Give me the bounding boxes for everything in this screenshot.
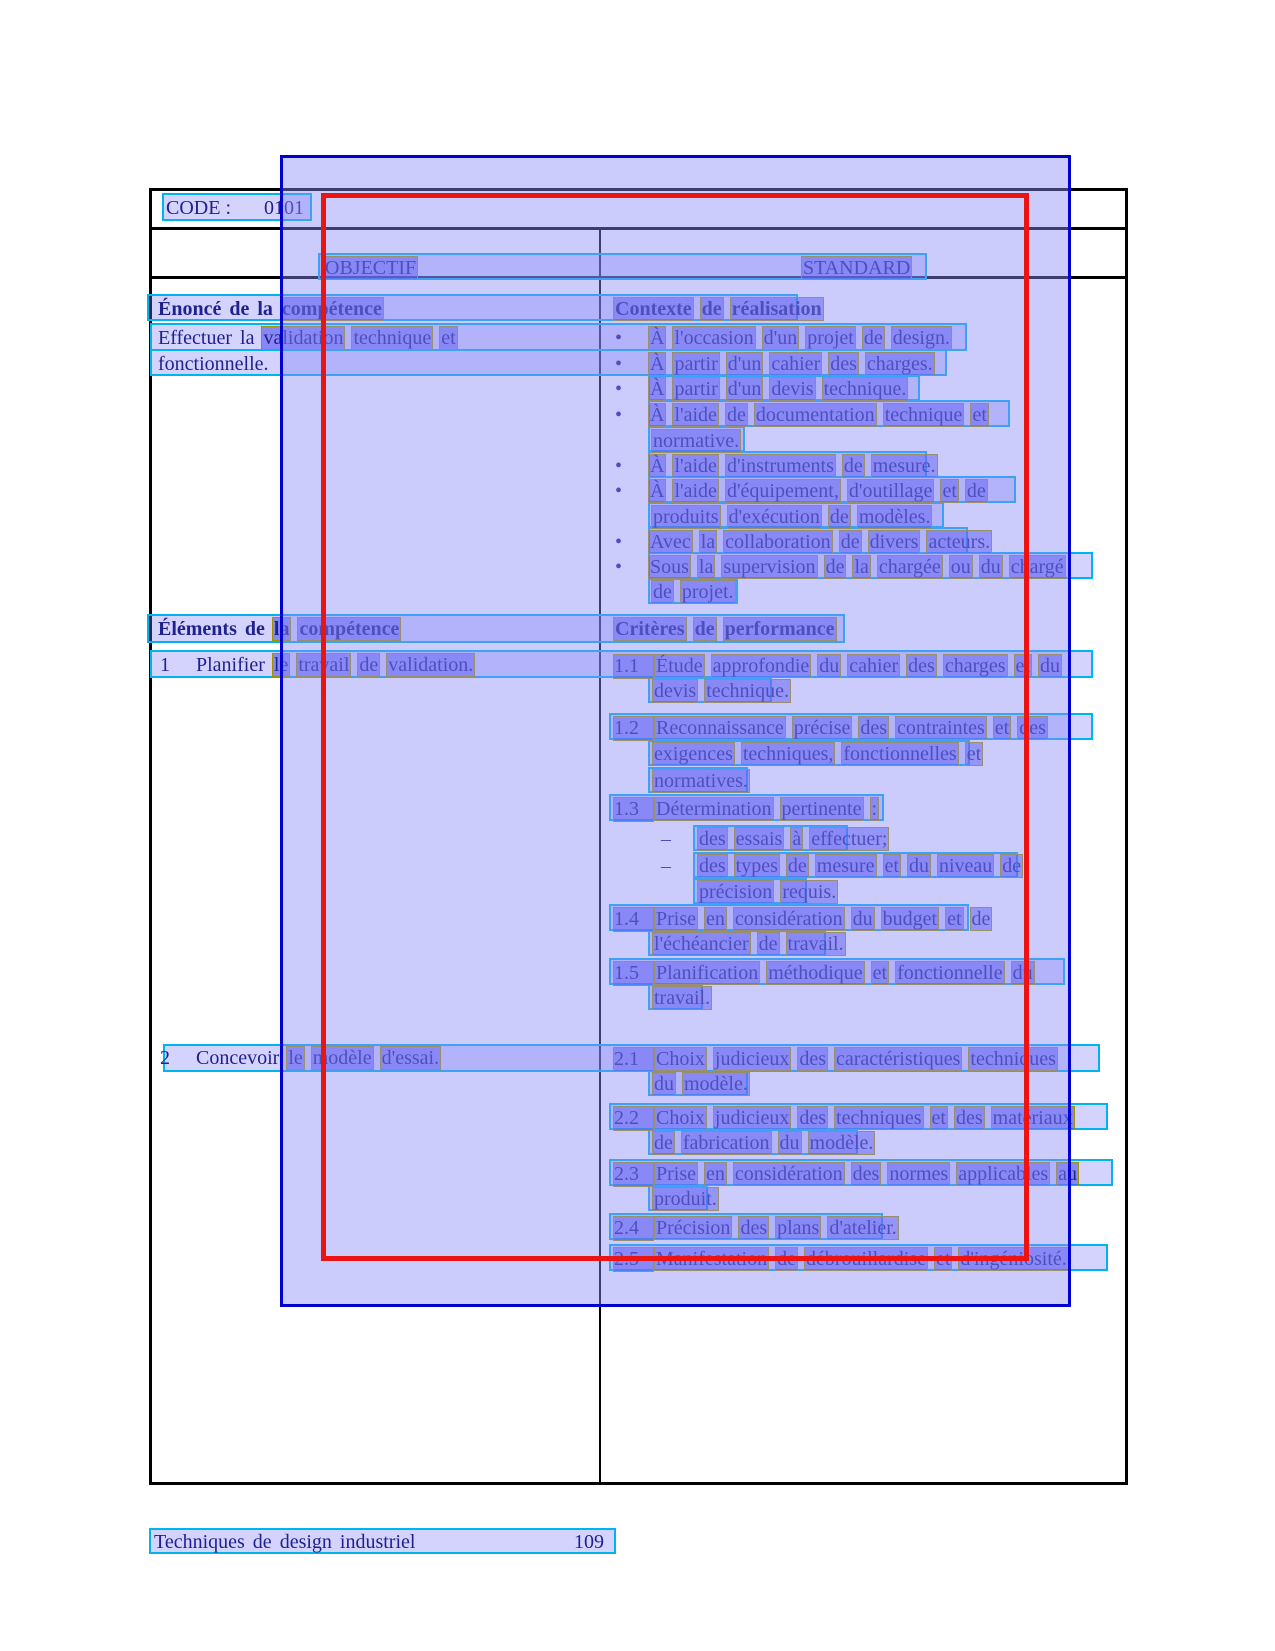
word-box: d'un — [727, 353, 762, 375]
word-box: ou — [950, 556, 971, 578]
word-box: compétence — [281, 298, 382, 320]
word-box: projet — [807, 327, 854, 349]
word-box: au — [1058, 1163, 1078, 1185]
list-marker: 1.4 — [613, 907, 654, 932]
word: de — [229, 298, 250, 320]
word-box: de — [843, 455, 863, 477]
word-box: technique. — [706, 680, 789, 702]
word-box: l'aide — [674, 404, 717, 426]
word-box: essais — [735, 828, 783, 850]
word-box: À — [650, 327, 665, 349]
word-box: et — [441, 327, 456, 349]
word-box: requis. — [782, 881, 837, 903]
word-box: en — [706, 1163, 725, 1185]
word-box: budget — [882, 908, 938, 930]
list-marker: • — [615, 378, 623, 400]
word-box: de — [359, 654, 379, 676]
word-box: des — [799, 1048, 827, 1070]
word-box: à — [792, 828, 802, 850]
word: 109 — [574, 1531, 604, 1553]
word-box: modèles. — [858, 506, 931, 528]
word-box: le — [273, 654, 289, 676]
word-box: et — [872, 962, 888, 984]
word-box: À — [650, 404, 665, 426]
word-box: À — [650, 480, 665, 502]
word-box: des — [1019, 717, 1046, 739]
word-box: documentation — [755, 404, 875, 426]
word-box: pertinente — [781, 798, 862, 820]
word-box: modèle. — [809, 1132, 874, 1154]
red-rectangle-annotation — [321, 193, 1029, 1261]
word-box: d'équipement, — [726, 480, 839, 502]
word: Éléments — [158, 618, 237, 640]
word-box: Prise — [656, 1163, 696, 1185]
word-box: charges — [944, 655, 1006, 677]
word-box: matériaux — [992, 1107, 1073, 1129]
list-marker: 1 — [160, 654, 170, 676]
word-box: travail — [298, 654, 350, 676]
word-box: d'ingéniosité. — [960, 1248, 1067, 1270]
word-box: travail. — [654, 987, 711, 1009]
word-box: effectuer; — [811, 828, 888, 850]
word: design — [279, 1531, 332, 1553]
word-box: techniques, — [742, 743, 834, 765]
list-marker: 2 — [160, 1047, 170, 1069]
list-marker: 1.1 — [613, 654, 654, 679]
word-box: de — [825, 556, 845, 578]
word-box: Contexte — [615, 298, 692, 320]
text-line — [573, 1531, 611, 1554]
word-box: Étude — [656, 655, 703, 677]
word-box: de — [971, 908, 991, 930]
word-box: collaboration — [725, 531, 831, 553]
word-box: et — [884, 855, 899, 877]
word-box: niveau — [938, 855, 993, 877]
list-marker: • — [615, 353, 623, 375]
list-marker: 2.3 — [613, 1162, 654, 1187]
word-box: considération — [734, 1163, 843, 1185]
word: Effectuer — [158, 327, 233, 349]
word-box: précision — [699, 881, 773, 903]
word-box: caractéristiques — [836, 1048, 961, 1070]
word: 0101 — [264, 197, 304, 219]
word-box: produit. — [654, 1188, 717, 1210]
word-box: débrouillardise — [805, 1248, 926, 1270]
word-box: et — [931, 1107, 946, 1129]
word-box: du — [852, 908, 873, 930]
word-box: la — [698, 556, 714, 578]
list-marker: 1.2 — [613, 716, 654, 741]
word-box: le — [288, 1047, 303, 1069]
word-box: des — [908, 655, 935, 677]
word-box: d'un — [727, 378, 762, 400]
word-box: partir — [674, 353, 718, 375]
word-box: réalisation — [731, 298, 822, 320]
word-box: précise — [793, 717, 851, 739]
word-box: OBJECTIF — [325, 257, 417, 279]
word-box: la — [854, 556, 869, 578]
word-box: de — [966, 480, 986, 502]
word-box: Prise — [656, 908, 696, 930]
word-box: des — [699, 855, 726, 877]
word-box: du — [1012, 962, 1033, 984]
word-box: Choix — [656, 1107, 705, 1129]
word-box: devis — [771, 378, 814, 400]
word-box: judicieux — [714, 1048, 790, 1070]
word-box: du — [908, 855, 929, 877]
word-box: d'outillage — [848, 480, 933, 502]
word-box: cahier — [849, 655, 899, 677]
word-box: Sous — [650, 556, 689, 578]
word-box: Critères — [615, 618, 685, 640]
word-box: l'aide — [674, 455, 717, 477]
word-box: de — [653, 581, 672, 603]
word-box: de — [701, 298, 722, 320]
word-box: technique — [353, 327, 432, 349]
word-box: méthodique — [768, 962, 863, 984]
word-box: validation — [263, 327, 344, 349]
word-box: À — [650, 353, 665, 375]
word-box: À — [650, 378, 665, 400]
word-box: charges. — [866, 353, 933, 375]
word-box: normes — [889, 1163, 949, 1185]
word-box: partir — [674, 378, 718, 400]
word-box: de — [726, 404, 746, 426]
word-box: performance — [724, 618, 835, 640]
word-box: compétence — [299, 618, 400, 640]
word-box: validation. — [388, 654, 474, 676]
word-box: d'essai. — [381, 1047, 440, 1069]
word-box: d'un — [763, 327, 798, 349]
word-box: de — [758, 933, 778, 955]
word: Planifier — [196, 654, 265, 676]
list-marker: • — [615, 480, 623, 502]
list-marker: • — [615, 455, 623, 477]
word-box: du — [779, 1132, 800, 1154]
word-box: l'échéancier — [654, 933, 749, 955]
word-box: du — [819, 655, 840, 677]
word-box: de — [694, 618, 715, 640]
word-box: devis — [654, 680, 697, 702]
word-box: de — [840, 531, 860, 553]
word-box: d'instruments — [726, 455, 834, 477]
word-box: chargée — [878, 556, 941, 578]
word: de — [244, 618, 265, 640]
word-box: et — [966, 743, 982, 765]
list-marker: CODE : — [166, 197, 231, 219]
word-box: des — [799, 1107, 827, 1129]
list-marker: – — [661, 855, 671, 877]
word-box: chargé — [1010, 556, 1064, 578]
word-box: de — [654, 1132, 673, 1154]
word-box: fabrication — [682, 1132, 770, 1154]
list-marker: • — [615, 404, 623, 426]
word-box: mesure. — [872, 455, 936, 477]
word-box: la — [273, 618, 290, 640]
word-box: des — [852, 1163, 880, 1185]
word-box: technique. — [823, 378, 907, 400]
list-marker: 2.4 — [613, 1216, 654, 1241]
list-marker: 2.1 — [613, 1047, 654, 1072]
word-box: normatives. — [654, 770, 748, 792]
word-box: du — [1039, 655, 1060, 677]
word-box: et — [947, 908, 962, 930]
word-box: Choix — [656, 1048, 705, 1070]
list-marker: 2.5 — [613, 1247, 654, 1272]
table-border-left — [149, 188, 152, 1485]
word-box: normative. — [653, 430, 740, 452]
word-box: et — [935, 1248, 951, 1270]
word: industriel — [339, 1531, 416, 1553]
word-box: l'aide — [674, 480, 717, 502]
word-box: projet. — [681, 581, 734, 603]
word-box: modèle — [312, 1047, 372, 1069]
word-box: Détermination — [656, 798, 772, 820]
word-box: approfondie — [712, 655, 810, 677]
word: la — [240, 327, 255, 349]
word-box: l'occasion — [674, 327, 754, 349]
word-box: exigences — [654, 743, 733, 765]
word-box: en — [706, 908, 725, 930]
word-box: mesure — [816, 855, 875, 877]
list-marker: 1.5 — [613, 961, 654, 986]
word-box: acteurs. — [928, 531, 991, 553]
word-box: d'atelier. — [829, 1217, 897, 1239]
word: Techniques — [154, 1531, 245, 1553]
word: la — [257, 298, 273, 320]
word-box: d'exécution — [728, 506, 820, 528]
word-box: contraintes — [897, 717, 985, 739]
word-box: plans — [777, 1217, 820, 1239]
word-box: fonctionnelle — [897, 962, 1003, 984]
word-box: design. — [892, 327, 950, 349]
word-box: des — [830, 353, 857, 375]
word-box: modèle. — [684, 1073, 748, 1095]
word-box: du — [654, 1073, 674, 1095]
word-box: types — [735, 855, 778, 877]
word-box: des — [860, 717, 888, 739]
word: Concevoir — [196, 1047, 280, 1069]
word-box: : — [871, 798, 878, 820]
word-box: techniques — [836, 1107, 922, 1129]
word-box: et — [1015, 655, 1030, 677]
word-box: Planification — [656, 962, 759, 984]
word-box: et — [942, 480, 957, 502]
word-box: travail. — [787, 933, 844, 955]
word-box: judicieux — [714, 1107, 790, 1129]
list-marker: • — [615, 531, 623, 553]
word: de — [252, 1531, 272, 1553]
word-box: de — [863, 327, 883, 349]
word-box: À — [650, 455, 665, 477]
word-box: supervision — [723, 556, 816, 578]
word-box: applicables — [958, 1163, 1049, 1185]
word-box: et — [994, 717, 1010, 739]
list-marker: • — [615, 556, 623, 578]
text-line — [157, 353, 276, 376]
word-box: de — [787, 855, 807, 877]
word-box: Précision — [656, 1217, 731, 1239]
word: fonctionnelle. — [158, 353, 269, 375]
word-box: de — [829, 506, 849, 528]
word-box: produits — [653, 506, 719, 528]
word-box: fonctionnelles — [843, 743, 957, 765]
word-box: Reconnaissance — [656, 717, 784, 739]
word-box: du — [980, 556, 1001, 578]
word-box: de — [777, 1248, 796, 1270]
word-box: de — [1002, 855, 1022, 877]
word-box: des — [740, 1217, 768, 1239]
text-line — [153, 1531, 422, 1554]
word-box: cahier — [771, 353, 821, 375]
list-marker: – — [661, 828, 671, 850]
word-box: et — [972, 404, 987, 426]
word-box: techniques — [970, 1048, 1056, 1070]
word-box: Avec — [650, 531, 691, 553]
word-box: des — [699, 828, 726, 850]
table-border-bottom — [149, 1482, 1127, 1485]
word-box: STANDARD — [803, 257, 911, 279]
list-marker: 1.3 — [613, 797, 654, 822]
word-box: la — [700, 531, 716, 553]
list-marker: • — [615, 327, 623, 349]
word: Énoncé — [158, 298, 222, 320]
list-marker: 2.2 — [613, 1106, 654, 1131]
word-box: divers — [869, 531, 919, 553]
word-box: des — [955, 1107, 983, 1129]
word-box: technique — [884, 404, 963, 426]
word-box: considération — [734, 908, 843, 930]
word-box: Manifestation — [656, 1248, 768, 1270]
table-border-right — [1125, 188, 1128, 1485]
